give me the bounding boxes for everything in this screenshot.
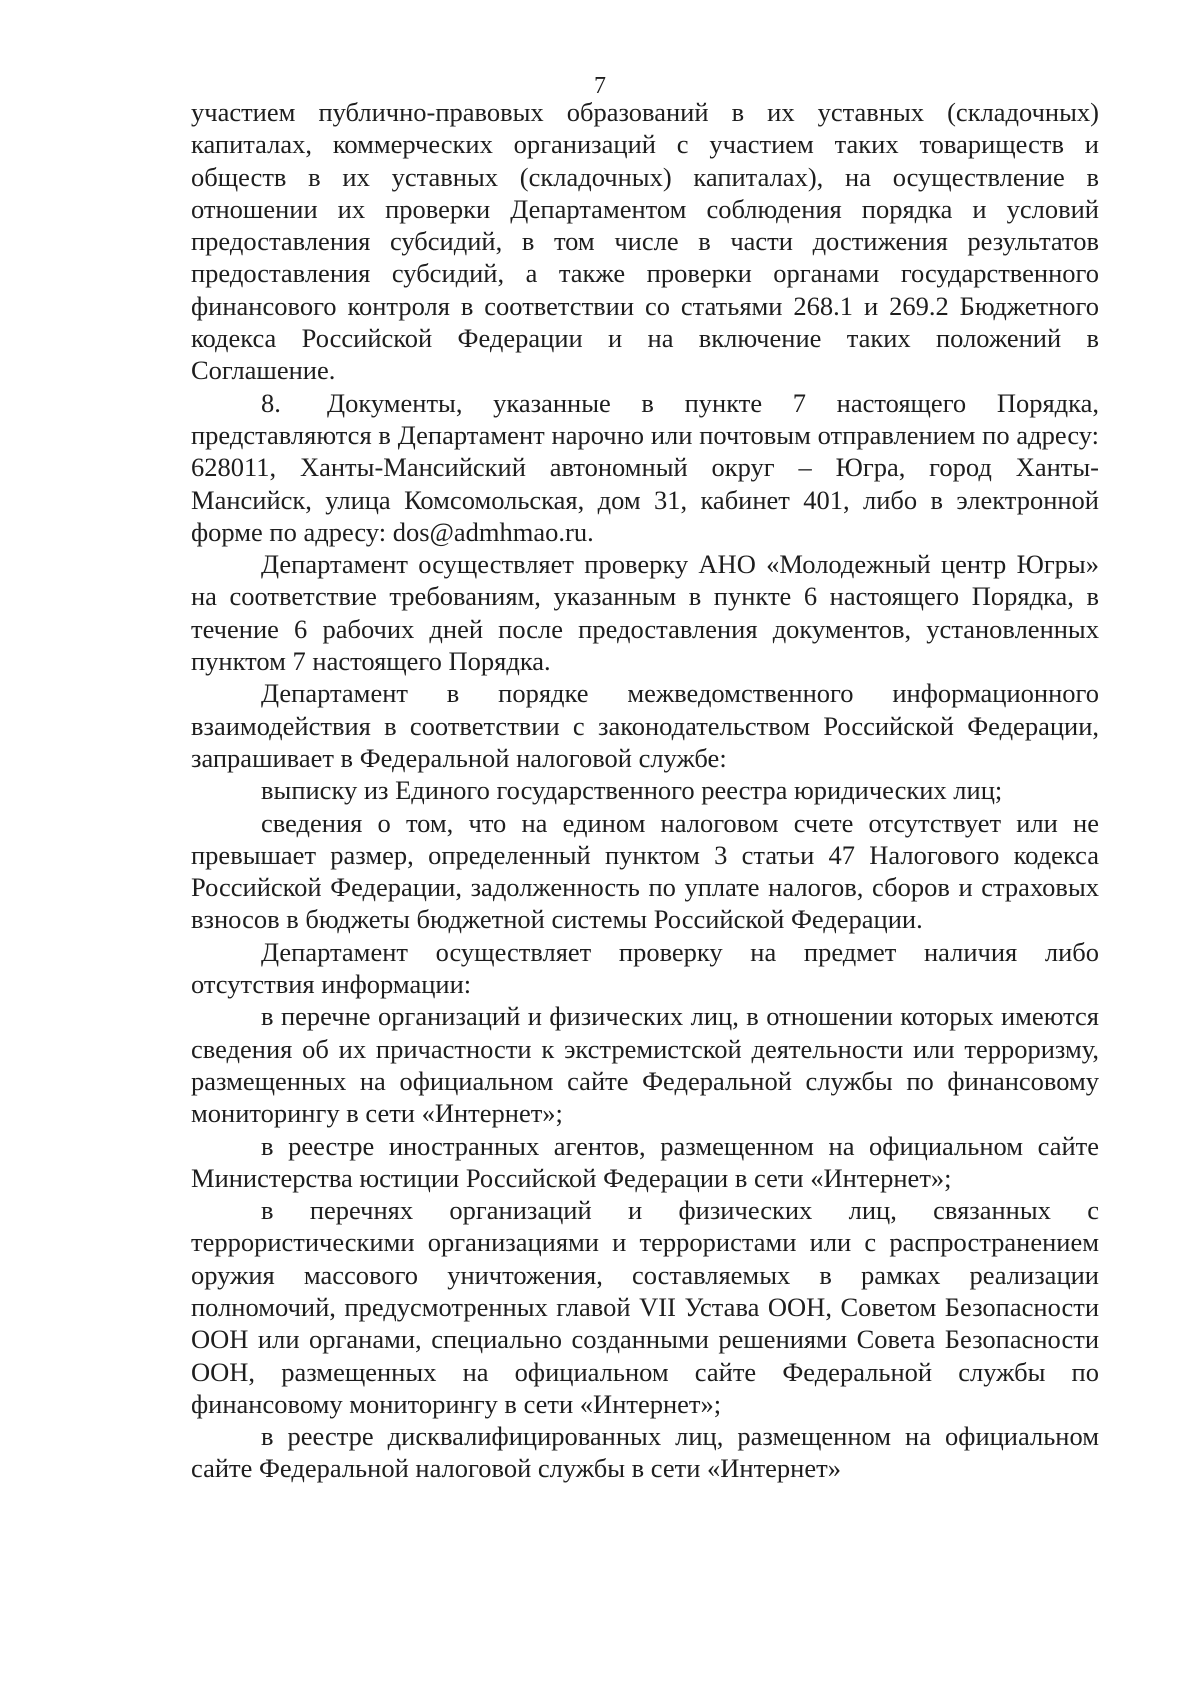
paragraph-text: Департамент осуществляет проверку АНО «Молодежный центр Югры» на соответствие требованиям, указанным в пункте 6 настоящего Порядка, в течение 6 рабочих дней после предоставления документов, установленных пунктом 7 настоящего Порядка.	[191, 549, 1099, 677]
page-number: 7	[594, 73, 606, 99]
paragraph	[191, 774, 1099, 806]
paragraph-text: Департамент в порядке межведомственного информационного взаимодействия в соответствии с законодательством Российской Федерации, запрашивает в Федеральной налоговой службе:	[191, 678, 1099, 773]
paragraph-item-8	[191, 387, 1099, 548]
paragraph-text: Документы, указанные в пункте 7 настоящего Порядка, представляются в Департамент нарочно или почтовым отправлением по адресу: 628011, Ханты-Мансийский автономный округ – Югра, город Ханты-Мансийск, улица Комсомольская, дом 31, кабинет 401, либо в электронной форме по адресу: dos@admhmao.ru.	[191, 387, 1099, 547]
item-number: 8.	[261, 387, 281, 418]
paragraph-text: участием публично-правовых образований в их уставных (складочных) капиталах, коммерческих организаций с участием таких товариществ и обществ в их уставных (складочных) капиталах), на осуществление в отношении их проверки Департаментом соблюдения порядка и условий предоставления субсидий, в том числе в части достижения результатов предоставления субсидий, а также проверки органами государственного финансового контроля в соответствии со статьями 268.1 и 269.2 Бюджетного кодекса Российской Федерации и на включение таких положений в Соглашение.	[191, 97, 1099, 386]
paragraph	[191, 1000, 1099, 1129]
paragraph	[191, 936, 1099, 1001]
paragraph-text: в перечне организаций и физических лиц, в отношении которых имеются сведения об их причастности к экстремистской деятельности или терроризму, размещенных на официальном сайте Федеральной службы по финансовому мониторингу в сети «Интернет»;	[191, 1001, 1099, 1129]
paragraph	[191, 1130, 1099, 1195]
paragraph	[191, 807, 1099, 936]
paragraph	[191, 548, 1099, 677]
paragraph	[191, 1420, 1099, 1485]
paragraph-text: в перечнях организаций и физических лиц, связанных с террористическими организациями и террористами или с распространением оружия массового уничтожения, составляемых в рамках реализации полномочий, предусмотренных главой VII Устава ООН, Советом Безопасности ООН или органами, специально созданными решениями Совета Безопасности ООН, размещенных на официальном сайте Федеральной службы по финансовому мониторингу в сети «Интернет»;	[191, 1195, 1099, 1419]
document-body	[191, 96, 1099, 1485]
paragraph-text: сведения о том, что на едином налоговом счете отсутствует или не превышает размер, определенный пунктом 3 статьи 47 Налогового кодекса Российской Федерации, задолженность по уплате налогов, сборов и страховых взносов в бюджеты бюджетной системы Российской Федерации.	[191, 807, 1099, 935]
paragraph-text: в реестре иностранных агентов, размещенном на официальном сайте Министерства юстиции Российской Федерации в сети «Интернет»;	[191, 1130, 1099, 1193]
paragraph-text: в реестре дисквалифицированных лиц, размещенном на официальном сайте Федеральной налоговой службы в сети «Интернет»	[191, 1421, 1099, 1484]
paragraph	[191, 677, 1099, 774]
paragraph-text: выписку из Единого государственного реестра юридических лиц;	[261, 775, 1003, 806]
paragraph-text: Департамент осуществляет проверку на предмет наличия либо отсутствия информации:	[191, 936, 1099, 1000]
paragraph-continuation	[191, 96, 1099, 387]
paragraph	[191, 1194, 1099, 1420]
